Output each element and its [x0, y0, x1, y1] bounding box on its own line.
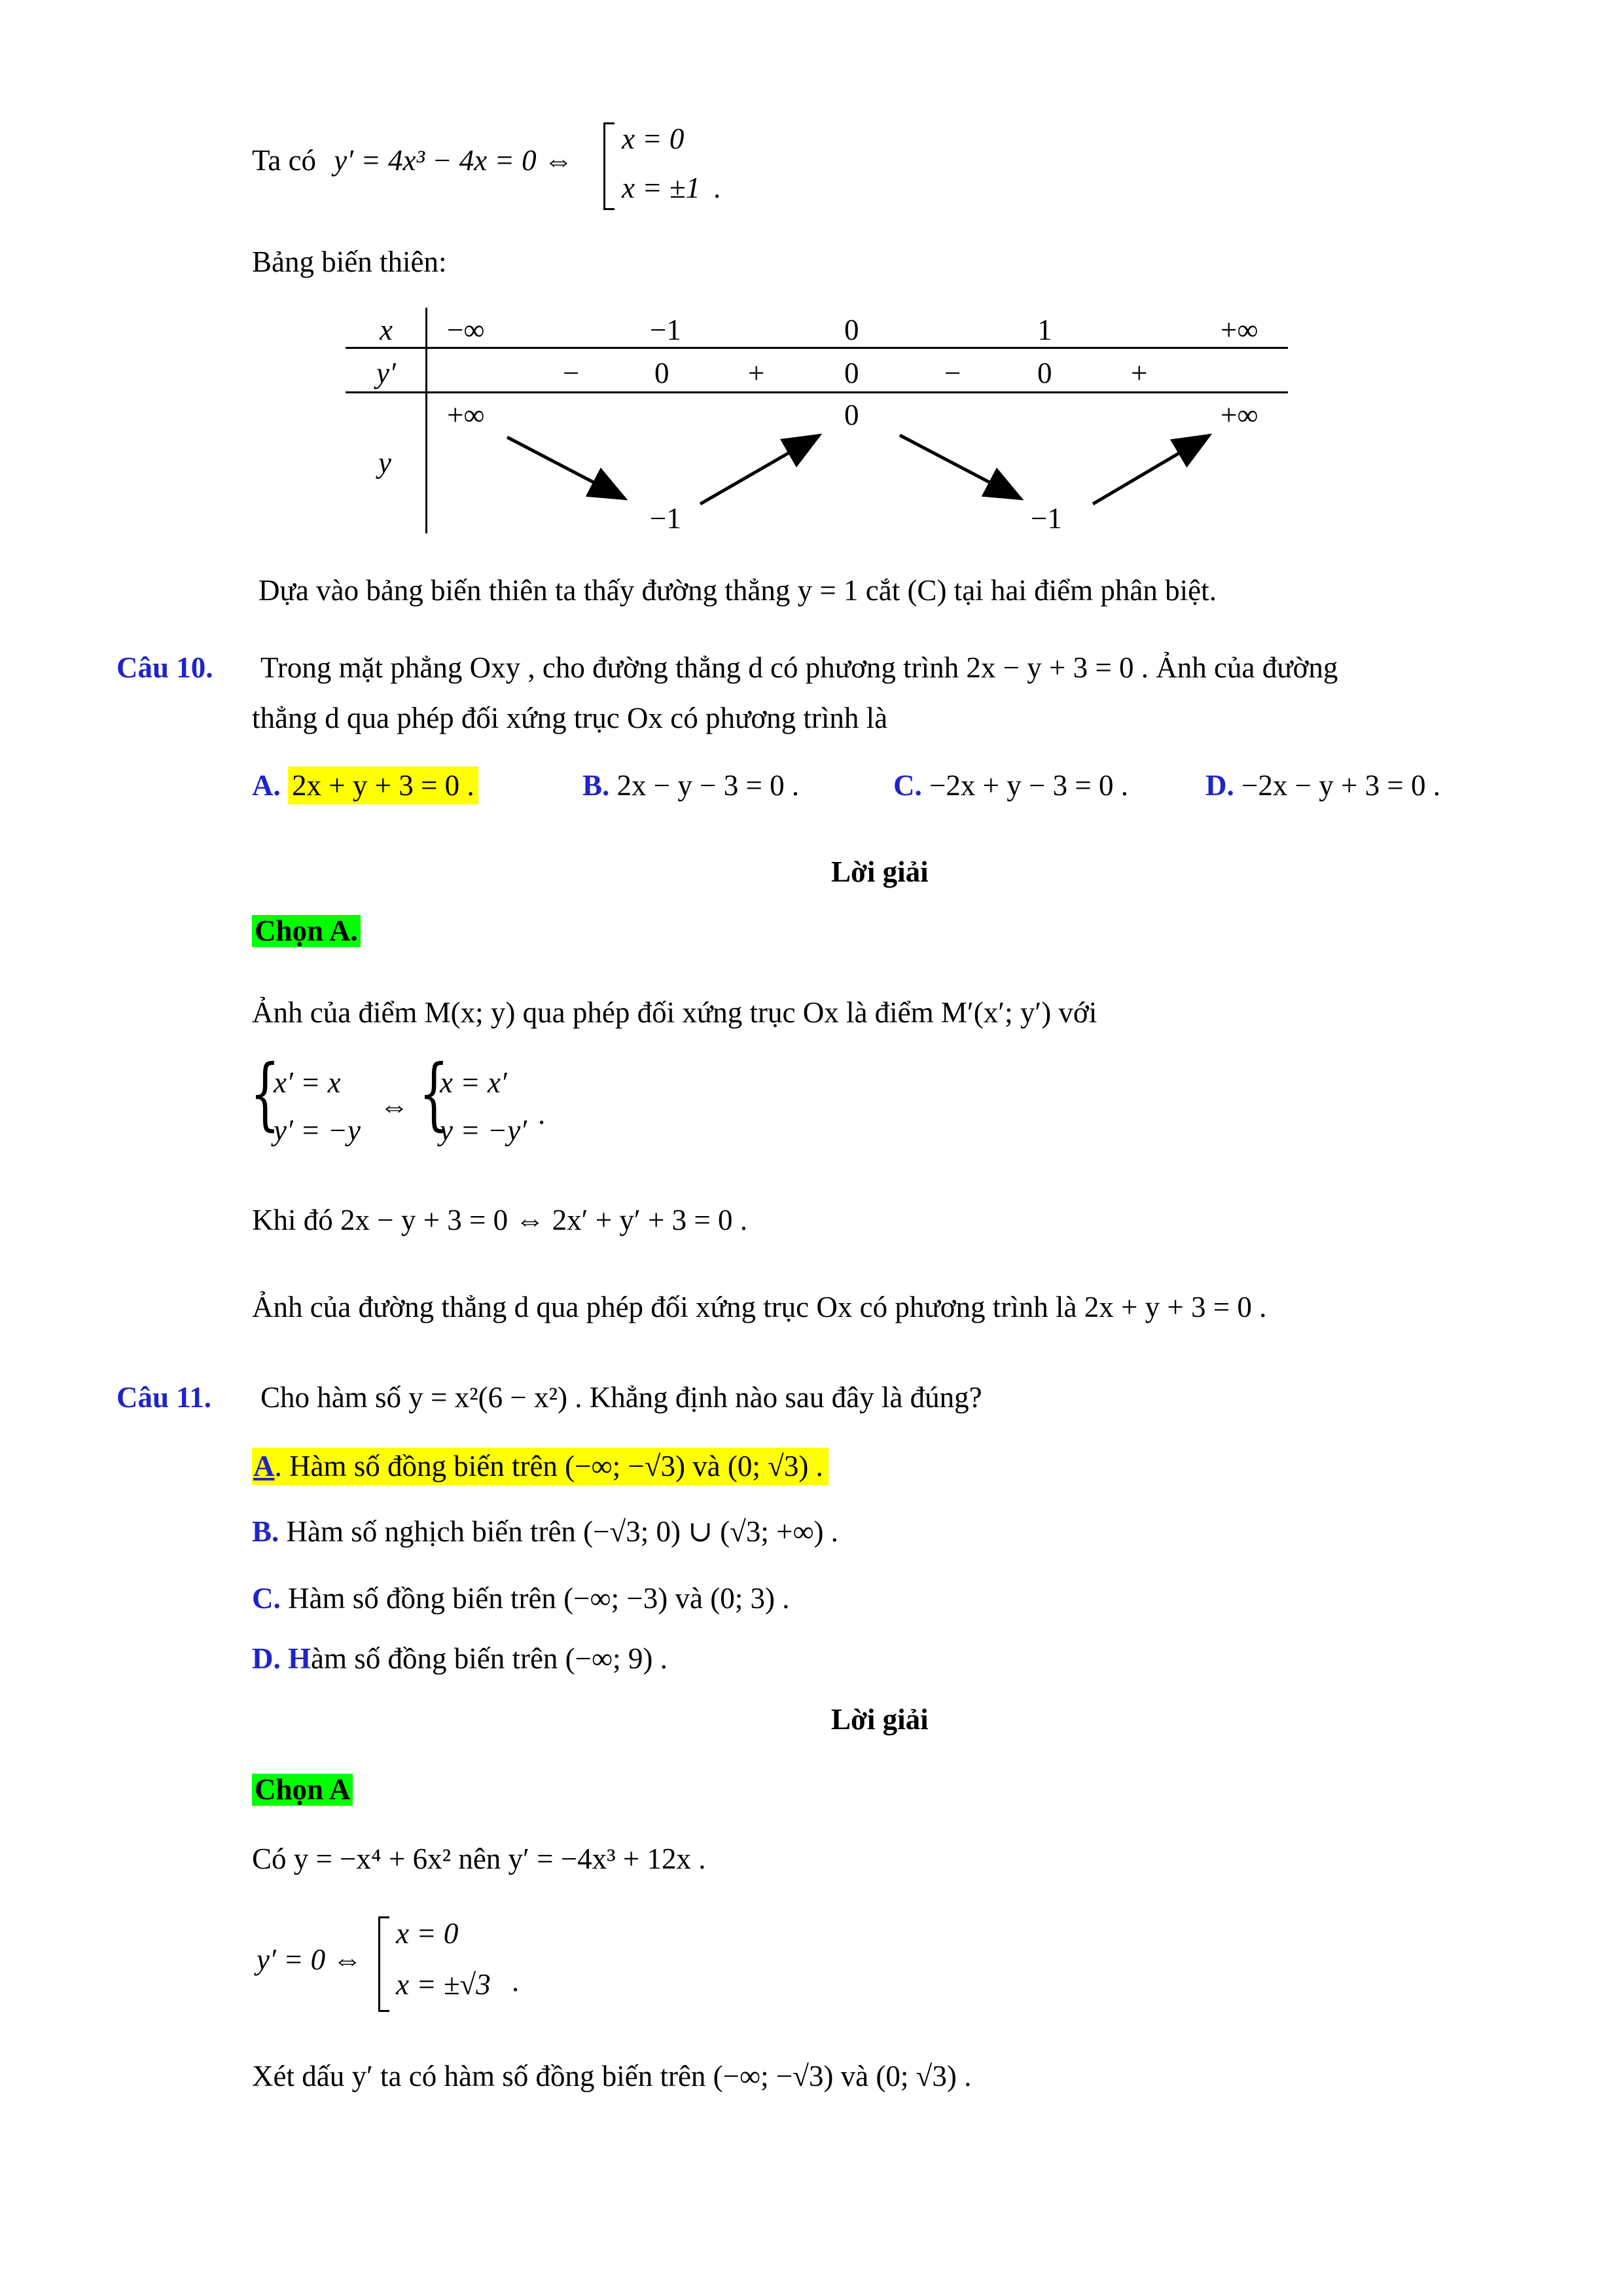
q11-option-a[interactable] [252, 1448, 829, 1485]
intro-ta-co: Ta có [252, 144, 317, 177]
q10-system-end: . [538, 1098, 546, 1130]
q10-option-b-letter: B. [582, 769, 610, 802]
q11-label: Câu 11. [116, 1381, 212, 1414]
q10-system-right-brace: { [419, 1049, 449, 1139]
q10-option-c-text: −2x + y − 3 = 0 . [929, 769, 1129, 802]
q11-case-2: x = ±√3 [396, 1968, 491, 2001]
q10-label: Câu 10. [116, 651, 213, 684]
q10-option-b-text: 2x − y − 3 = 0 . [616, 769, 800, 802]
q11-solution-line2: Xét dấu y′ ta có hàm số đồng biến trên (−∞; −√3) và (0; √3) . [252, 2060, 972, 2092]
q11-stem: Cho hàm số y = x²(6 − x²) . Khẳng định nào sau đây là đúng? [260, 1381, 982, 1414]
var-table-y-bottom: −1 [650, 502, 681, 535]
q10-option-a[interactable] [252, 771, 478, 800]
intro-case-1: x = 0 [622, 122, 685, 155]
q10-system-left-1: x′ = x [274, 1066, 341, 1099]
var-table-x-value: 1 [1037, 314, 1052, 346]
q10-system-right-1: x = x′ [440, 1066, 507, 1099]
q11-option-a-letter: A [253, 1450, 275, 1482]
q11-option-c[interactable] [252, 1584, 789, 1613]
q10-solution-line2: Khi đó 2x − y + 3 = 0 ⇔ 2x′ + y′ + 3 = 0 . [252, 1204, 747, 1236]
arrow-down-icon [900, 435, 1021, 499]
q10-solution-line1: Ảnh của điểm M(x; y) qua phép đối xứng trục Ox là điểm M′(x′; y′) với [252, 996, 1097, 1029]
conclusion-9: Dựa vào bảng biến thiên ta thấy đường thẳng y = 1 cắt (C) tại hai điểm phân biệt. [259, 574, 1217, 607]
var-table-yp-zero: 0 [1037, 357, 1052, 389]
q10-choice: Chọn A. [252, 915, 361, 947]
var-table-y-bottom: −1 [1031, 502, 1062, 535]
arrow-down-icon [507, 437, 625, 499]
q11-option-d-letter: D. H [252, 1642, 311, 1675]
q11-option-b-letter: B. [252, 1515, 279, 1548]
intro-derivative-equation: y′ = 4x³ − 4x = 0 ⇔ [334, 144, 573, 177]
q10-option-d[interactable] [1205, 771, 1440, 800]
q11-case-bracket [378, 1916, 389, 2012]
var-table-y-top: +∞ [447, 399, 485, 431]
q10-option-d-text: −2x − y + 3 = 0 . [1241, 769, 1441, 802]
q11-solution-line1: Có y = −x⁴ + 6x² nên y′ = −4x³ + 12x . [252, 1842, 706, 1875]
var-table-yp-sign: + [1131, 357, 1148, 389]
q10-option-d-letter: D. [1205, 769, 1234, 802]
var-table-x-value: −1 [650, 314, 681, 346]
q11-option-b-text: Hàm số nghịch biến trên (−√3; 0) ∪ (√3; +∞) . [286, 1515, 839, 1548]
q11-case-end: . [512, 1965, 520, 1998]
q11-option-c-text: Hàm số đồng biến trên (−∞; −3) và (0; 3) . [288, 1582, 790, 1615]
q11-option-d-text: àm số đồng biến trên (−∞; 9) . [311, 1642, 668, 1675]
q10-option-c-letter: C. [893, 769, 922, 802]
var-table-yp-sign: + [748, 357, 765, 389]
q10-option-a-letter: A. [252, 769, 281, 802]
var-table-yp-label: y′ [376, 357, 396, 389]
var-table-x-label: x [380, 314, 393, 346]
var-table-yp-zero: 0 [844, 357, 859, 389]
var-table-yp-sign: − [563, 357, 580, 389]
q10-system-equiv: ⇔ [380, 1090, 409, 1122]
var-table-yp-sign: − [944, 357, 961, 389]
q10-system-left-brace: { [250, 1049, 280, 1139]
q10-system-left-2: y′ = −y [274, 1114, 361, 1147]
var-table-y-label: y [378, 446, 391, 479]
q11-option-a-text: . Hàm số đồng biến trên (−∞; −√3) và (0; √3) . [274, 1450, 823, 1482]
q10-option-c[interactable] [893, 771, 1128, 800]
var-table-y-top: 0 [844, 399, 859, 431]
q11-option-d[interactable] [252, 1644, 668, 1674]
q11-deriv-zero: y′ = 0 ⇔ [257, 1943, 363, 1976]
arrow-up-icon [700, 435, 819, 504]
var-table-x-value: +∞ [1221, 314, 1258, 346]
intro-case-end: . [713, 171, 721, 204]
var-table-x-value: −∞ [447, 314, 485, 346]
q11-case-1: x = 0 [396, 1917, 459, 1950]
q10-option-a-text: 2x + y + 3 = 0 . [288, 766, 478, 804]
q11-choice: Chọn A [252, 1774, 353, 1806]
q10-solution-line3: Ảnh của đường thẳng d qua phép đối xứng trục Ox có phương trình là 2x + y + 3 = 0 . [252, 1291, 1267, 1323]
q11-option-c-letter: C. [252, 1582, 281, 1615]
var-table-y-top: +∞ [1221, 399, 1258, 431]
q10-system-right-2: y = −y′ [440, 1114, 527, 1147]
q10-stem-line1: Trong mặt phẳng Oxy , cho đường thẳng d có phương trình 2x − y + 3 = 0 . Ảnh của đường [260, 651, 1338, 684]
q10-option-b[interactable] [582, 771, 799, 800]
q10-stem-line2: thẳng d qua phép đối xứng trục Ox có phương trình là [252, 702, 888, 734]
q10-solution-title: Lời giải [831, 855, 929, 888]
q11-option-b[interactable] [252, 1517, 838, 1547]
arrow-up-icon [1093, 435, 1209, 504]
var-table-x-value: 0 [844, 314, 859, 346]
intro-case-2: x = ±1 [622, 171, 701, 204]
q11-solution-title: Lời giải [831, 1703, 929, 1736]
bbt-label: Bảng biến thiên: [252, 245, 447, 278]
var-table-yp-zero: 0 [654, 357, 669, 389]
